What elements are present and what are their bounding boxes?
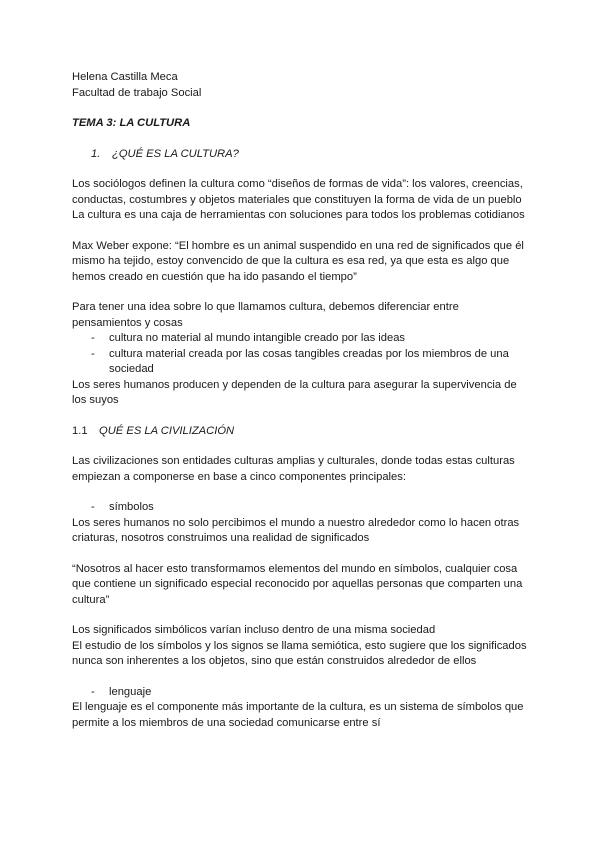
paragraph-civilizations (72, 454, 528, 485)
section-number: 1. (91, 147, 101, 160)
text-line: permite a los miembros de una sociedad comunicarse entre sí (72, 716, 381, 729)
list-item: - símbolos (72, 500, 528, 516)
paragraph-semiotics (72, 623, 528, 670)
section-number: 1.1 (72, 424, 88, 437)
paragraph-definition (72, 177, 528, 224)
component-list-language (72, 685, 528, 701)
text-line: “Nosotros al hacer esto transformamos elementos del mundo en símbolos, cualquier cosa (72, 562, 518, 575)
document-body (72, 70, 528, 731)
text-line: Las civilizaciones son entidades culturas amplias y culturales, donde todas estas culturas (72, 455, 515, 467)
section-heading-text: ¿QUÉ ES LA CULTURA? (112, 147, 239, 160)
faculty-name: Facultad de trabajo Social (72, 86, 202, 99)
culture-types-list (72, 331, 528, 378)
text-line: El estudio de los símbolos y los signos se llama semiótica, esto sugiere que los significados (72, 639, 527, 652)
text-line: conductas, costumbres y objetos materiales que constituyen la forma de vida de un pueblo (72, 193, 522, 206)
text-line: La cultura es una caja de herramientas con soluciones para todos los problemas cotidianos (72, 209, 525, 221)
text-line: criaturas, nosotros construimos una realidad de significados (72, 532, 370, 544)
paragraph-survival (72, 378, 528, 409)
document-title: TEMA 3: LA CULTURA (72, 117, 191, 129)
list-item: - lenguaje (72, 685, 528, 701)
paragraph-symbols (72, 516, 528, 547)
text-line: Los seres humanos producen y dependen de la cultura para asegurar la supervivencia de (72, 378, 517, 391)
text-line: cultura” (72, 593, 110, 606)
text-line: nunca son inherentes a los objetos, sino que están construidos alrededor de ellos (72, 655, 477, 667)
author-name: Helena Castilla Meca (72, 71, 178, 83)
text-line: Los sociólogos definen la cultura como “diseños de formas de vida”: los valores, creencias, (72, 178, 523, 190)
text-line: pensamientos y cosas (72, 316, 183, 329)
paragraph-differentiate (72, 300, 528, 331)
list-item: - cultura no material al mundo intangible creado por las ideas (72, 331, 528, 347)
text-line: hemos creado en cuestión que ha ido pasando el tiempo” (72, 270, 357, 283)
text-line: Los significados simbólicos varían incluso dentro de una misma sociedad (72, 624, 436, 636)
text-line: mismo ha tejido, estoy convencido de que la cultura es esa red, ya que esta es algo que (72, 255, 510, 267)
text-line: Para tener una idea sobre lo que llamamos cultura, debemos diferenciar entre (72, 301, 459, 313)
text-line: El lenguaje es el componente más importante de la cultura, es un sistema de símbolos que (72, 701, 524, 713)
text-line: los suyos (72, 394, 119, 406)
paragraph-weber-quote (72, 239, 528, 286)
section-heading-culture (72, 147, 528, 163)
paragraph-symbols-quote (72, 562, 528, 609)
section-heading-civilization (72, 424, 528, 440)
text-line: que contiene un significado especial reconocido por aquellas personas que comparten una (72, 578, 523, 590)
paragraph-language (72, 700, 528, 731)
text-line: Max Weber expone: “El hombre es un animal suspendido en una red de significados que él (72, 239, 524, 252)
text-line: empiezan a componerse en base a cinco componentes principales: (72, 470, 406, 483)
component-list-symbols (72, 500, 528, 516)
text-line: Los seres humanos no solo percibimos el mundo a nuestro alrededor como lo hacen otras (72, 516, 520, 529)
list-item: - cultura material creada por las cosas tangibles creadas por los miembros de una sociedad (72, 347, 528, 378)
section-heading-text: QUÉ ES LA CIVILIZACIÓN (99, 424, 235, 437)
